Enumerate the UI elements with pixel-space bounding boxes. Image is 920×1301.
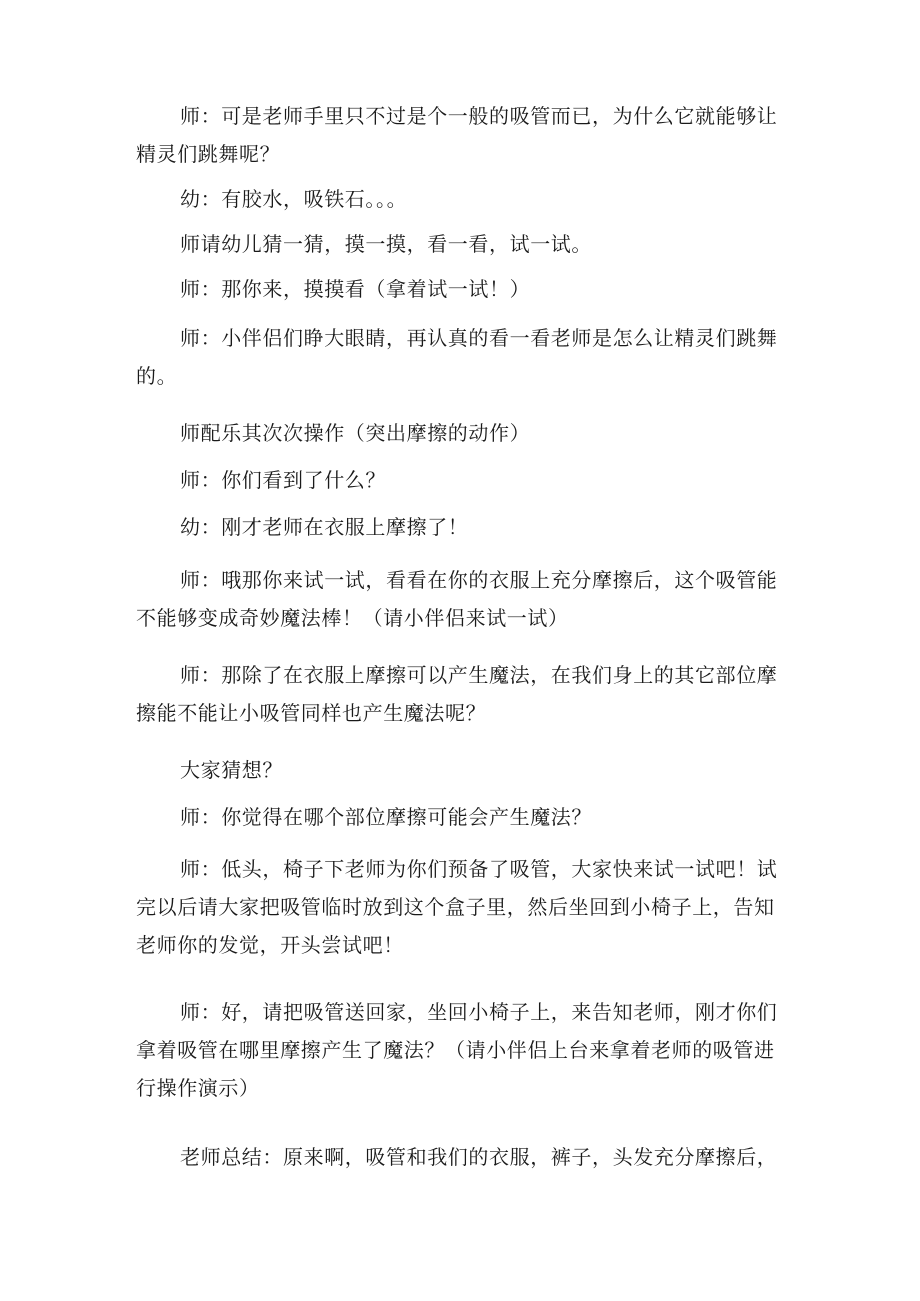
- paragraph-11: 大家猜想？: [180, 758, 283, 782]
- paragraph-13: 师：低头，椅子下老师为你们预备了吸管，大家快来试一试吧！试完以后请大家把吸管临时放到这个盒子里，然后坐回到小椅子上，告知老师你的发觉，开头尝试吧！: [136, 857, 778, 957]
- paragraph-12: 师：你觉得在哪个部位摩擦可能会产生魔法？: [180, 805, 592, 829]
- paragraph-4: 师：那你来，摸摸看（拿着试一试！）: [180, 277, 531, 301]
- paragraph-14: 师：好，请把吸管送回家，坐回小椅子上，来告知老师，刚才你们拿着吸管在哪里摩擦产生了魔法？（请小伴侣上台来拿着老师的吸管进行操作演示）: [136, 1000, 778, 1100]
- paragraph-15: 老师总结：原来啊，吸管和我们的衣服，裤子，头发充分摩擦后，: [180, 1145, 778, 1169]
- paragraph-2: 幼：有胶水，吸铁石。。。: [180, 187, 408, 211]
- paragraph-6: 师配乐其次次操作（突出摩擦的动作）: [180, 421, 531, 445]
- paragraph-9: 师：哦那你来试一试，看看在你的衣服上充分摩擦后，这个吸管能不能够变成奇妙魔法棒！（请小伴侣来试一试）: [136, 568, 778, 630]
- paragraph-1: 师：可是老师手里只不过是个一般的吸管而已，为什么它就能够让精灵们跳舞呢？: [136, 104, 778, 166]
- paragraph-7: 师：你们看到了什么？: [180, 468, 386, 492]
- paragraph-8: 幼：刚才老师在衣服上摩擦了！: [180, 515, 469, 539]
- paragraph-10: 师：那除了在衣服上摩擦可以产生魔法，在我们身上的其它部位摩擦能不能让小吸管同样也产生魔法呢？: [136, 663, 778, 725]
- paragraph-3: 师请幼儿猜一猜，摸一摸，看一看，试一试。: [180, 232, 592, 256]
- paragraph-5: 师：小伴侣们睁大眼睛，再认真的看一看老师是怎么让精灵们跳舞的。: [136, 326, 778, 388]
